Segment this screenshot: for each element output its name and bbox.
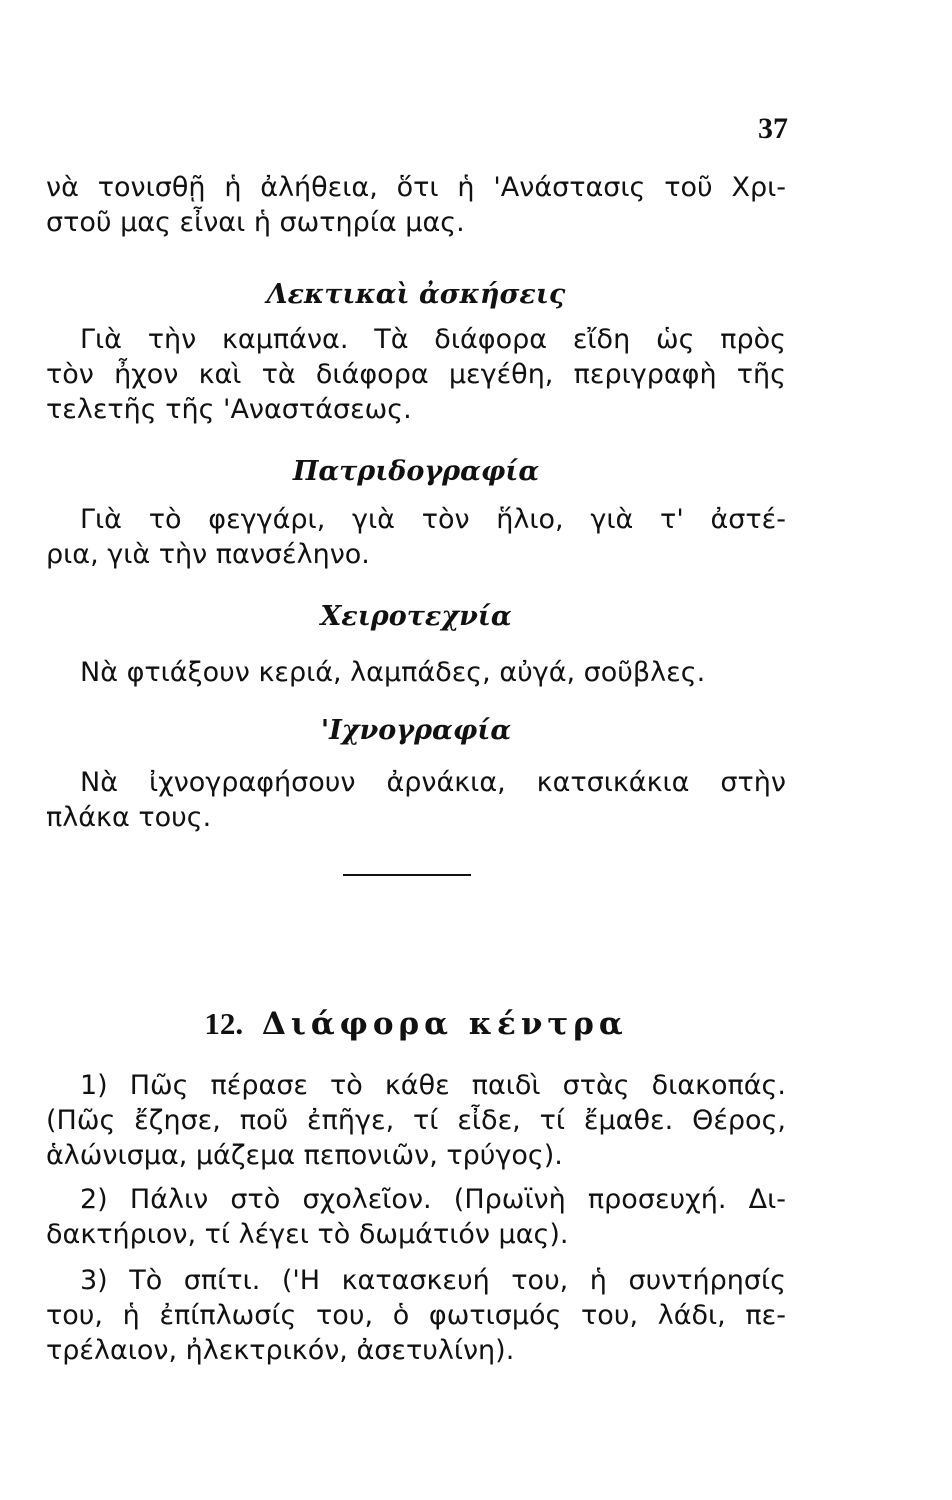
text-line: τελετῆς τῆς 'Αναστάσεως.: [46, 394, 412, 425]
intro-paragraph: [46, 170, 786, 240]
page-number: 37: [758, 112, 788, 145]
text-line: στοῦ μας εἶναι ἡ σωτηρία μας.: [46, 207, 465, 238]
list-item-1: [46, 1068, 786, 1173]
section-text-ixnografia: [46, 765, 786, 835]
text-line: τὸν ἦχον καὶ τὰ διάφορα μεγέθη, περιγραφὴ τῆς: [46, 359, 786, 390]
text-line: 2) Πάλιν στὸ σχολεῖον. (Πρωϊνὴ προσευχή. Δι-: [80, 1184, 786, 1215]
text-line: πλάκα τους.: [46, 802, 212, 833]
text-line: Νὰ ἰχνογραφήσουν ἀρνάκια, κατσικάκια στὴν: [80, 767, 786, 798]
text-line: ρια, γιὰ τὴν πανσέληνο.: [46, 539, 370, 570]
text-line: 1) Πῶς πέρασε τὸ κάθε παιδὶ στὰς διακοπάς.: [80, 1070, 786, 1101]
text-line: ἁλώνισμα, μάζεμα πεπονιῶν, τρύγος).: [46, 1140, 563, 1171]
text-line: νὰ τονισθῇ ἡ ἀλήθεια, ὅτι ἡ 'Ανάστασις τοῦ Χρι-: [46, 172, 786, 203]
section-text-lektikai: [46, 322, 786, 427]
list-item-2: [46, 1182, 786, 1252]
section-divider: [343, 874, 471, 876]
text-line: τρέλαιον, ἠλεκτρικόν, ἀσετυλίνη).: [46, 1335, 515, 1366]
section-text-xeirotexnia: [46, 655, 786, 690]
chapter-heading: [46, 1004, 786, 1044]
section-heading-lektikai: Λεκτικαὶ ἀσκήσεις: [266, 279, 566, 310]
chapter-title: Διάφορα κέντρα: [261, 1006, 628, 1042]
text-line: δακτήριον, τί λέγει τὸ δωμάτιόν μας).: [46, 1219, 569, 1250]
chapter-number: 12.: [204, 1006, 244, 1041]
section-heading-patridografia: Πατριδογραφία: [292, 456, 540, 487]
text-line: (Πῶς ἔζησε, ποῦ ἐπῆγε, τί εἶδε, τί ἔμαθε. Θέρος,: [46, 1105, 786, 1136]
list-item-3: [46, 1263, 786, 1368]
text-line: του, ἡ ἐπίπλωσίς του, ὁ φωτισμός του, λάδι, πε-: [46, 1300, 786, 1331]
text-line: Νὰ φτιάξουν κεριά, λαμπάδες, αὐγά, σοῦβλες.: [80, 657, 706, 688]
section-heading-xeirotexnia: Χειροτεχνία: [320, 601, 512, 632]
text-line: 3) Τὸ σπίτι. ('Η κατασκευή του, ἡ συντήρησίς: [80, 1265, 786, 1296]
text-line: Γιὰ τὸ φεγγάρι, γιὰ τὸν ἥλιο, γιὰ τ' ἀστέ-: [80, 504, 786, 535]
text-line: Γιὰ τὴν καμπάνα. Τὰ διάφορα εἴδη ὡς πρὸς: [80, 324, 786, 355]
section-heading-ixnografia: 'Ιχνογραφία: [320, 715, 512, 746]
section-text-patridografia: [46, 502, 786, 572]
